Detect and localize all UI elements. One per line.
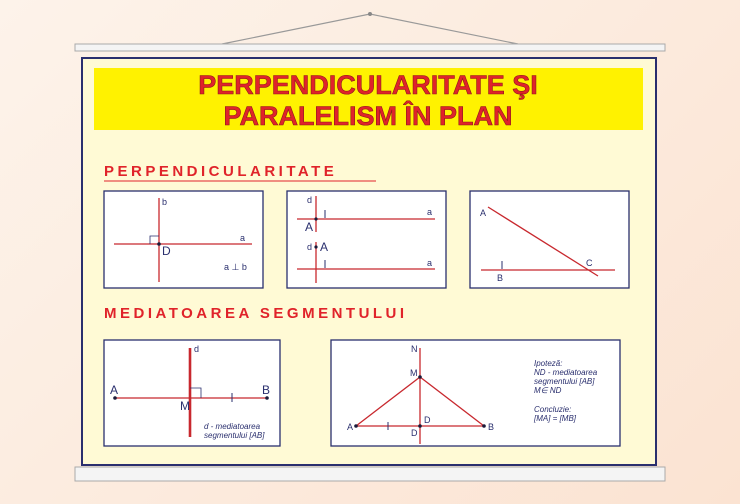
diagram-perpendicular-bisector xyxy=(104,340,280,446)
label-B: B xyxy=(262,383,271,397)
label-D: D xyxy=(162,244,171,258)
caption-line-2: segmentului [AB] xyxy=(204,431,265,440)
diagram-bisector-theorem xyxy=(331,340,620,446)
label-d-bottom: d xyxy=(307,242,313,252)
label-d-top: d xyxy=(307,195,313,205)
label-M: M xyxy=(410,368,418,378)
conclusion-text: [MA] = [MB] xyxy=(534,414,577,423)
diagram-perpendicular-lines xyxy=(104,191,263,288)
label-B: B xyxy=(488,422,495,432)
conclusion-title: Concluzie: xyxy=(534,405,572,414)
hypothesis-line-1: ND - mediatoarea xyxy=(534,368,598,377)
label-B: B xyxy=(497,273,504,283)
top-rod xyxy=(75,44,665,51)
label-a-bottom: a xyxy=(427,258,433,268)
label-D-upper: D xyxy=(424,415,431,425)
hypothesis-line-2: segmentului [AB] xyxy=(534,377,595,386)
section-heading-perpendicularitate: PERPENDICULARITATE xyxy=(104,163,338,180)
section-heading-mediatoarea: MEDIATOAREA SEGMENTULUI xyxy=(104,305,408,322)
diagram-unique-perpendicular xyxy=(287,191,446,288)
label-C: C xyxy=(586,258,593,268)
bottom-rod xyxy=(75,467,665,481)
diagram-distance-point-line xyxy=(470,191,629,288)
label-a-top: a xyxy=(427,207,433,217)
label-A-top: A xyxy=(305,220,314,234)
label-b: b xyxy=(162,197,168,207)
hypothesis-title: Ipoteză: xyxy=(534,359,563,368)
label-M: M xyxy=(180,399,190,413)
label-A: A xyxy=(480,208,487,218)
label-D-lower: D xyxy=(411,428,418,438)
label-A-bottom: A xyxy=(320,240,329,254)
hypothesis-line-3: M∈ ND xyxy=(534,386,562,395)
label-A: A xyxy=(110,383,119,397)
label-d: d xyxy=(194,344,200,354)
hanger-string xyxy=(222,12,518,44)
title-line-1: PERPENDICULARITATE ŞI xyxy=(198,70,538,100)
title-line-2: PARALELISM ÎN PLAN xyxy=(223,101,513,131)
label-N: N xyxy=(411,344,418,354)
label-a: a xyxy=(240,233,246,243)
caption-perpendicular: a ⊥ b xyxy=(224,262,247,272)
label-A: A xyxy=(347,422,354,432)
caption-line-1: d - mediatoarea xyxy=(204,422,261,431)
